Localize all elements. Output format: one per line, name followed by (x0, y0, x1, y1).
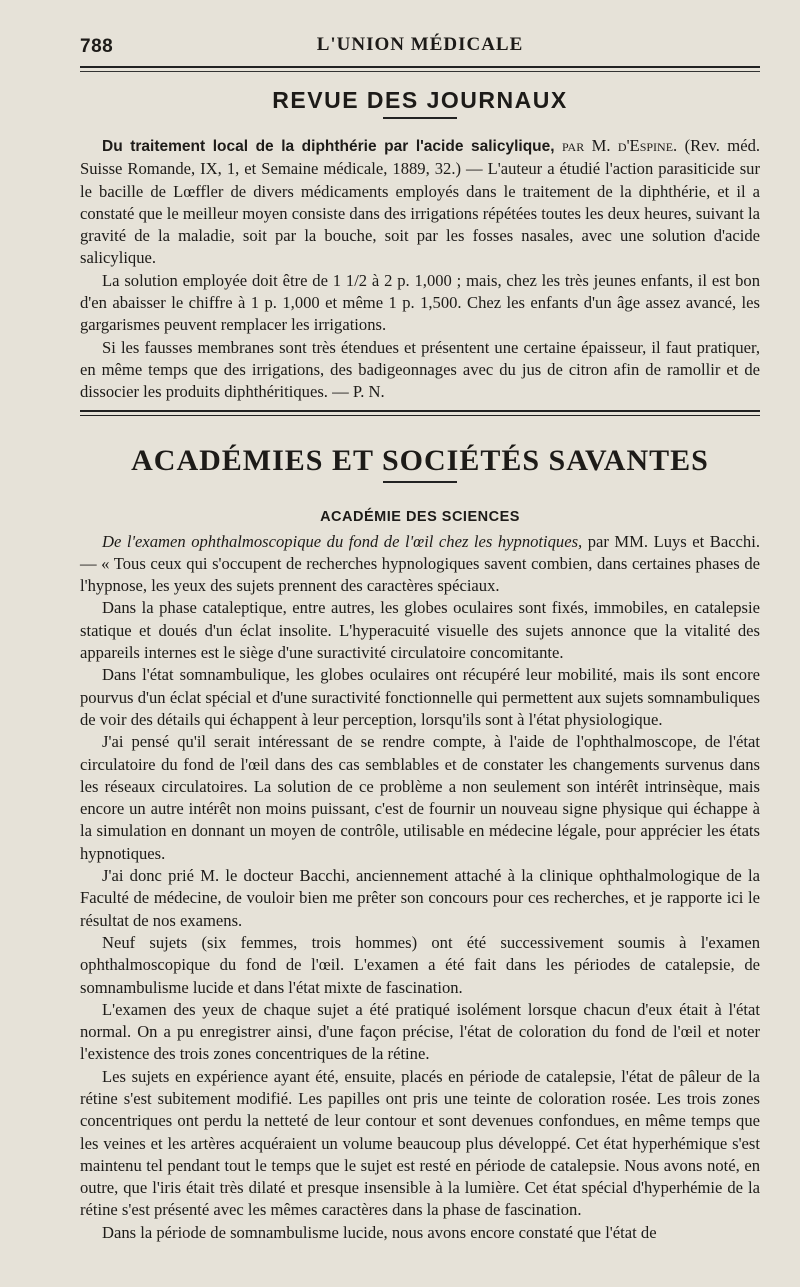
academies-title-underline (383, 481, 457, 483)
running-head (80, 30, 760, 64)
revue-title-underline (383, 117, 457, 119)
academies-paragraph-7: L'examen des yeux de chaque sujet a été pratiqué isolément lorsque chacun d'eux était à l'état normal. On a pu enregistrer ainsi, d'une façon précise, l'état de coloration du fond de l'œil et noter l'existence des trois zones concentriques de la rétine. (80, 999, 760, 1064)
academies-paragraph-9: Dans la période de somnambulisme lucide, nous avons encore constaté que l'état de (102, 1222, 657, 1242)
academies-paragraph-5: J'ai donc prié M. le docteur Bacchi, anciennement attaché à la clinique ophthalmologique de la Faculté de médecine, de vouloir bien me prêter son concours pour ces recherches, et je rapporte ici le résultat de nos examens. (80, 866, 760, 930)
academies-article (80, 531, 760, 1245)
academies-paragraph-3: Dans l'état somnambulique, les globes oculaires ont récupéré leur mobilité, mais ils sont encore pourvus d'un éclat spécial et d'une suractivité fonctionnelle qui permettent aux sujets somnambuliques de voir des détails qui échappent à leur perception, lorsqu'ils sont à l'état physiologique. (80, 665, 760, 729)
revue-article (80, 135, 760, 404)
section-divider (80, 410, 760, 416)
academies-paragraph-1-text: par MM. Luys et Bacchi. — « Tous ceux qui s'occupent de recherches hypnologiques savent combien, dans certaines phases de l'hypnose, les yeux des sujets prennent des caractères spéciaux. (80, 531, 760, 596)
article-author: par M. d'Espine. (554, 136, 678, 155)
revue-paragraph-1-text: (Rev. méd. Suisse Romande, IX, 1, et Semaine médicale, 1889, 32.) — L'auteur a étudié l'action parasiticide sur le bacille de Lœffler de divers médicaments employés dans le traitement de la diphthérie, et il a constaté que le meilleur moyen consiste dans des irrigations répétées toutes les deux heures, suivant la gravité de la maladie, soit par la bouche, soit par les fosses nasales, avec une solution d'acide salicylique. (80, 136, 761, 268)
academies-section-title: ACADÉMIES ET SOCIÉTÉS SAVANTES (131, 443, 709, 477)
revue-paragraph-1 (80, 135, 760, 270)
academies-article-title: De l'examen ophthalmoscopique du fond de l'œil chez les hypnotiques, (102, 531, 583, 551)
academies-paragraph-2: Dans la phase cataleptique, entre autres, les globes oculaires sont fixés, immobiles, en catalepsie statique et doués d'un éclat insolite. L'hyperacuité visuelle des sujets annonce que la vitalité des appareils internes est le siège d'une suractivité circulatoire concomitante. (80, 598, 760, 663)
page-number: 788 (80, 36, 114, 57)
academies-paragraph-8: Les sujets en expérience ayant été, ensuite, placés en période de catalepsie, l'état de pâleur de la rétine s'est subitement modifié. Les papilles ont pris une teinte de coloration rosée. Les trois zones concentriques ont perdu la netteté de leur contour et sont devenues confondues, en même temps que les veines et les artères acquéraient un volume beaucoup plus développé. Cet état hyperhémique s'est maintenu tel pendant tout le temps que le sujet est resté en période de catalepsie. Nous avons noté, en outre, que l'iris était très dilaté et presque insensible à la lumière. Cet état spécial d'hyperhémie de la rétine s'est présenté avec les mêmes caractères dans la phase de fascination. (80, 1066, 760, 1220)
revue-paragraph-3: Si les fausses membranes sont très étendues et présentent une certaine épaisseur, il faut pratiquer, en même temps que des irrigations, des badigeonnages avec du jus de citron afin de ramollir et de dissocier les produits diphthéritiques. — P. N. (80, 337, 760, 402)
academie-subtitle: ACADÉMIE DES SCIENCES (320, 508, 520, 525)
academies-paragraph-1 (80, 531, 760, 598)
journal-title: L'UNION MÉDICALE (316, 34, 524, 55)
header-rule (80, 66, 760, 68)
academies-paragraph-4: J'ai pensé qu'il serait intéressant de se rendre compte, à l'aide de l'ophthalmoscope, de l'état circulatoire du fond de l'œil dans des cas semblables et de constater les changements survenus dans les réseaux circulatoires. La solution de ce problème a non seulement son intérêt intrinsèque, mais encore un autre intérêt non moins puissant, c'est de fournir un nouveau signe physique qui échappe à la simulation en donnant un moyen de contrôle, utilisable en médecine légale, pour apprécier les états hypnotiques. (80, 732, 760, 863)
article-title: Du traitement local de la diphthérie par l'acide salicylique, (102, 138, 555, 155)
academies-paragraph-6: Neuf sujets (six femmes, trois hommes) ont été successivement soumis à l'examen ophthalmoscopique du fond de l'œil. L'examen a été fait dans les périodes de catalepsie, de somnambulisme lucide et dans l'état mixte de fascination. (80, 932, 760, 997)
revue-paragraph-2: La solution employée doit être de 1 1/2 à 2 p. 1,000 ; mais, chez les très jeunes enfants, il est bon d'en abaisser le chiffre à 1 p. 1,000 et même 1 p. 1,500. Chez les enfants d'un âge assez avancé, les gargarismes peuvent remplacer les irrigations. (80, 270, 760, 335)
revue-section-title: REVUE DES JOURNAUX (272, 87, 568, 113)
header-rule-thin (80, 71, 760, 72)
